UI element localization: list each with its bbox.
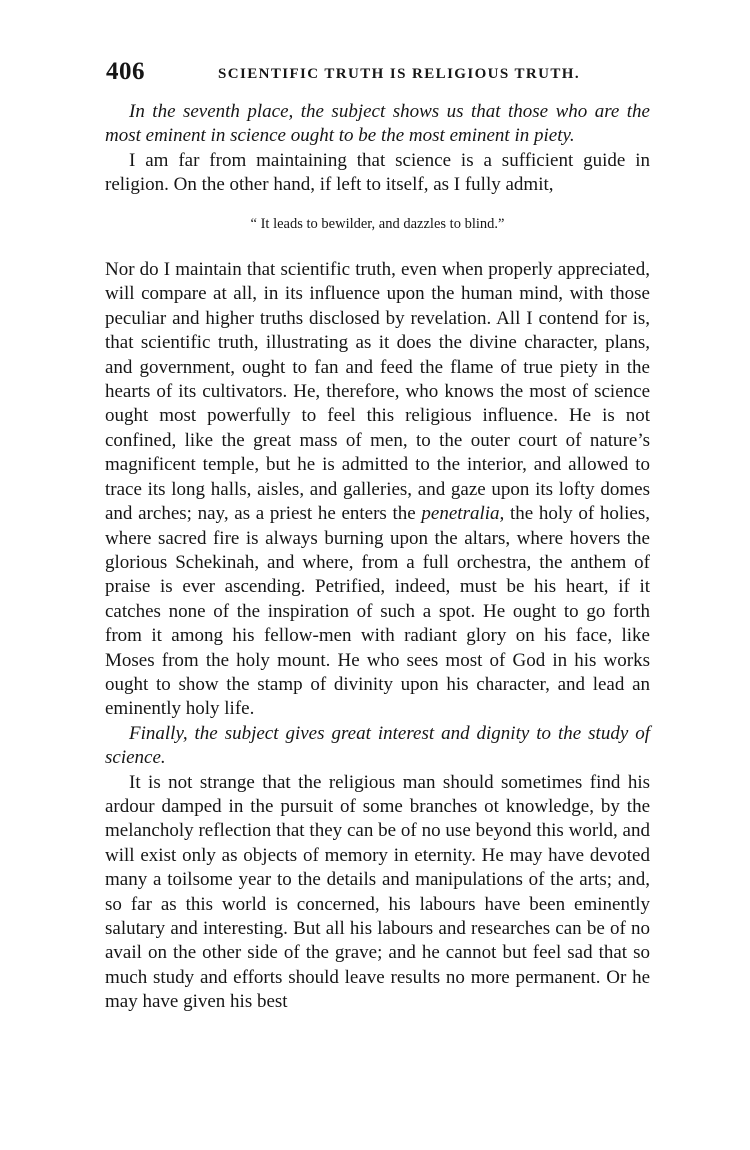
italic-term-penetralia: penetralia, (421, 503, 505, 525)
section-heading-seventh: In the seventh place, the subject shows us that those who are the most eminent in science ought to be the most eminent in piety. (105, 101, 650, 147)
body-text (105, 100, 650, 1015)
page-header (106, 58, 650, 88)
paragraph-scientific-truth (105, 258, 650, 722)
paragraph-science-guide: I am far from maintaining that science is a sufficient guide in religion. On the other hand, if left to itself, as I fully admit, (105, 149, 650, 196)
text-run: Nor do I maintain that scientific truth, even when properly appreciated, will compare at all, in its influence upon the human mind, with those peculiar and higher truths disclosed by revelation. All I contend for is, that scientific truth, illustrating as it does the divine character, plans, and government, ought to fan and feed the flame of true piety in the hearts of its cultivators. He, therefore, who knows the most of science ought most powerfully to feel this religious influence. He is not confined, like the great mass of men, to the outer court of nature’s magnificent temple, but he is admitted to the interior, and allowed to trace its long halls, aisles, and galleries, and gaze upon its lofty domes and arches; nay, as a priest he enters the (105, 259, 650, 525)
text-run: the holy of holies, where sacred fire is always burning upon the altars, where hovers the glorious Schekinah, and where, from a full orchestra, the anthem of praise is ever ascending. Petrified, indeed, must be his heart, if it catches none of the inspiration of such a spot. He ought to go forth from it among his fellow-men with radiant glory on his face, like Moses from the holy mount. He who sees most of God in his works ought to show the stamp of divinity upon his character, and lead an eminently holy life. (105, 503, 651, 720)
running-title: SCIENTIFIC TRUTH IS RELIGIOUS TRUTH. (218, 66, 581, 82)
section-heading-finally: Finally, the subject gives great interest and dignity to the study of science. (105, 722, 650, 769)
page-number: 406 (106, 58, 145, 85)
verse-quotation: “ It leads to bewilder, and dazzles to blind.” (250, 215, 505, 232)
paragraph-religious-man: It is not strange that the religious man should sometimes find his ardour damped in the pursuit of some branches ot knowledge, by the melancholy reflection that they can be of no use beyond this world, and will exist only as objects of memory in eternity. He may have devoted many a toilsome year to the details and manipulations of the arts; and, so far as this world is concerned, his labours have been eminently salutary and interesting. But all his labours and researches can be of no avail on the other side of the grave; and he cannot but feel sad that so much study and efforts should leave results no more permanent. Or he may have given his best (105, 771, 650, 1013)
